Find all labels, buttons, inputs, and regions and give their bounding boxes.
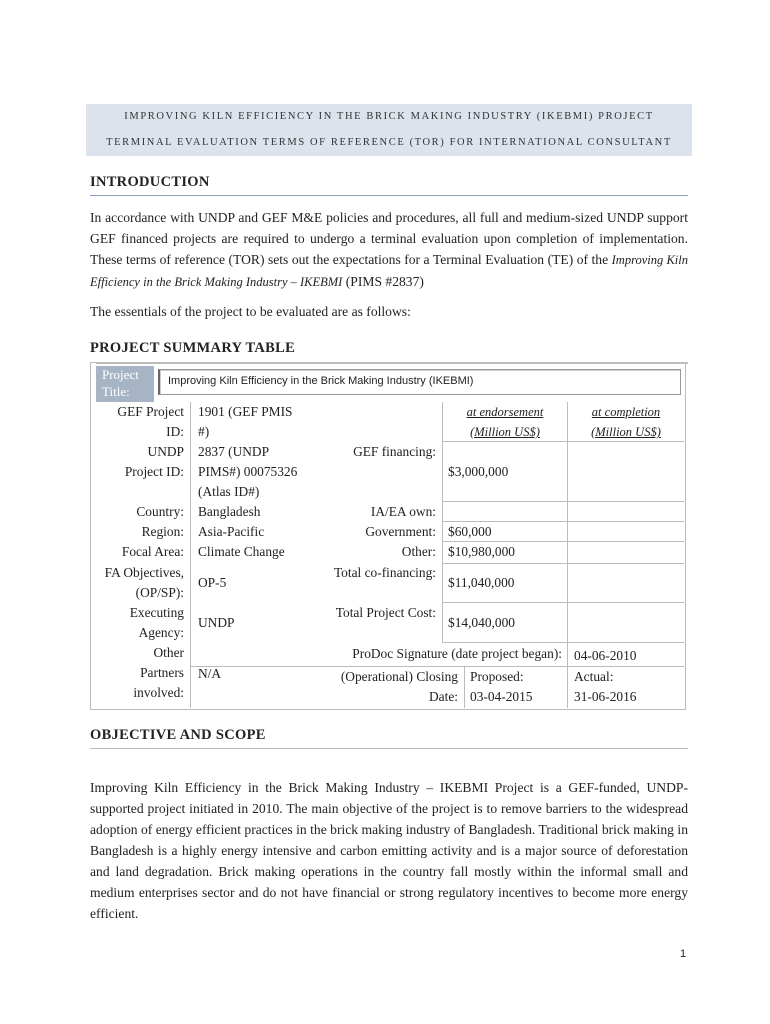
focal-area-value: Climate Change [198,544,285,559]
objective-heading: OBJECTIVE AND SCOPE [90,727,266,743]
region-value: Asia-Pacific [198,524,265,539]
at-endorsement-unit: (Million US$) [470,425,540,439]
other-partners-value: N/A [198,666,222,681]
prodoc-signature-value: 04-06-2010 [574,648,637,663]
banner-line-2: TERMINAL EVALUATION TERMS OF REFERENCE (TOR) FOR INTERNATIONAL CONSULTANT [106,137,672,148]
introduction-paragraph [90,207,688,293]
intro-project-name: Improving Kiln Efficiency in the Brick Making Industry – IKEBMI [90,253,688,289]
project-title-value: Improving Kiln Efficiency in the Brick Making Industry (IKEBMI) [168,375,474,387]
fa-objectives-label-1: FA Objectives, [104,565,184,580]
table-hrule-6 [442,602,684,603]
focal-area-label: Focal Area: [121,544,184,559]
at-completion-header [568,402,684,442]
undp-id-value-1: 2837 (UNDP [198,444,270,459]
gef-id-value-1: 1901 (GEF PMIS [198,404,293,419]
total-cofinancing-value: $11,040,000 [448,575,515,590]
undp-id-label [96,442,184,482]
gef-financing-value: $3,000,000 [448,464,509,479]
other-label: Other: [401,544,436,559]
total-cofinancing-label: Total co-financing: [333,565,436,580]
project-title-label [96,366,154,402]
gef-id-value [198,402,318,442]
project-title-label-2: Title: [102,384,130,399]
other-partners-label-2: Partners [140,665,184,680]
other-value: $10,980,000 [448,544,515,559]
actual-label: Actual: [574,669,614,684]
executing-agency-label [96,603,184,643]
government-label: Government: [365,524,436,539]
page-number: 1 [680,948,687,960]
executing-agency-value: UNDP [198,615,235,630]
fa-objectives-label [96,563,184,603]
gef-id-label-2: ID: [166,424,184,439]
title-banner [86,104,692,156]
objective-rule [90,748,688,749]
table-divider-col2 [442,402,443,642]
intro-text-b: (PIMS #2837) [342,274,424,289]
country-label: Country: [136,504,184,519]
undp-id-value-2: PIMS#) 00075326 [198,464,298,479]
proposed-label: Proposed: [470,669,524,684]
table-hrule-7 [442,642,684,643]
closing-date-label-2: Date: [429,689,458,704]
undp-id-label-1: UNDP [147,444,184,459]
closing-date-label-1: (Operational) Closing [340,669,458,684]
table-divider-proposed [464,666,465,708]
project-title-field[interactable] [158,369,681,395]
table-hrule-2 [442,501,684,502]
undp-id-label-2: Project ID: [124,464,184,479]
fa-objectives-label-2: (OP/SP): [135,585,184,600]
ia-ea-own-label: IA/EA own: [370,504,436,519]
table-top-border [96,362,688,364]
at-completion-label: at completion [591,405,661,419]
government-value: $60,000 [448,524,492,539]
executing-agency-label-2: Agency: [138,625,184,640]
other-partners-label [96,643,184,703]
table-divider-col1 [190,402,191,708]
intro-text-a: In accordance with UNDP and GEF M&E policies and procedures, all full and medium-sized UNDP support GEF financed projects are required to undergo a terminal evaluation upon completion of implementation. These terms of reference (TOR) sets out the expectations for a Terminal Evaluation (TE) of the [90,210,688,267]
undp-id-value-3: (Atlas ID#) [198,484,260,499]
at-endorsement-label: at endorsement [466,405,544,419]
gef-id-value-2: #) [198,424,210,439]
banner-line-1: IMPROVING KILN EFFICIENCY IN THE BRICK MAKING INDUSTRY (IKEBMI) PROJECT [124,111,654,122]
essentials-paragraph: The essentials of the project to be evaluated are as follows: [90,304,411,319]
country-value: Bangladesh [198,504,261,519]
closing-date-label [300,667,458,707]
gef-id-label [96,402,184,442]
other-partners-label-1: Other [153,645,184,660]
introduction-rule [90,195,688,196]
proposed-value: 03-04-2015 [470,689,533,704]
actual-closing [574,667,684,707]
total-project-cost-value: $14,040,000 [448,615,515,630]
total-project-cost-label: Total Project Cost: [335,605,436,620]
at-completion-unit: (Million US$) [591,425,661,439]
project-title-label-1: Project [102,367,139,382]
other-partners-label-3: involved: [133,685,184,700]
gef-financing-label: GEF financing: [353,444,436,459]
table-hrule-5 [442,563,684,564]
at-endorsement-header [444,402,566,442]
actual-value: 31-06-2016 [574,689,637,704]
proposed-closing [470,667,566,707]
prodoc-signature-label: ProDoc Signature (date project began): [352,646,562,661]
executing-agency-label-1: Executing [129,605,184,620]
fa-objectives-value: OP-5 [198,575,227,590]
summary-heading: PROJECT SUMMARY TABLE [90,340,296,356]
region-label: Region: [141,524,184,539]
objective-paragraph: Improving Kiln Efficiency in the Brick Making Industry – IKEBMI Project is a GEF-funded, UNDP-supported project initiated in 2010. The main objective of the project is to remove barriers to the widespread adoption of energy efficient practices in the brick making industry of Bangladesh. Traditional brick making in Bangladesh is a highly energy intensive and carbon emitting activity and is a major source of deforestation and land degradation. Brick making operations in the country fall mostly within the informal small and medium enterprises sector and do not have financial or strong regulatory incentives to become more energy efficient. [90,780,688,921]
table-divider-col3 [567,402,568,708]
introduction-heading: INTRODUCTION [90,174,210,190]
gef-id-label-1: GEF Project [117,404,184,419]
